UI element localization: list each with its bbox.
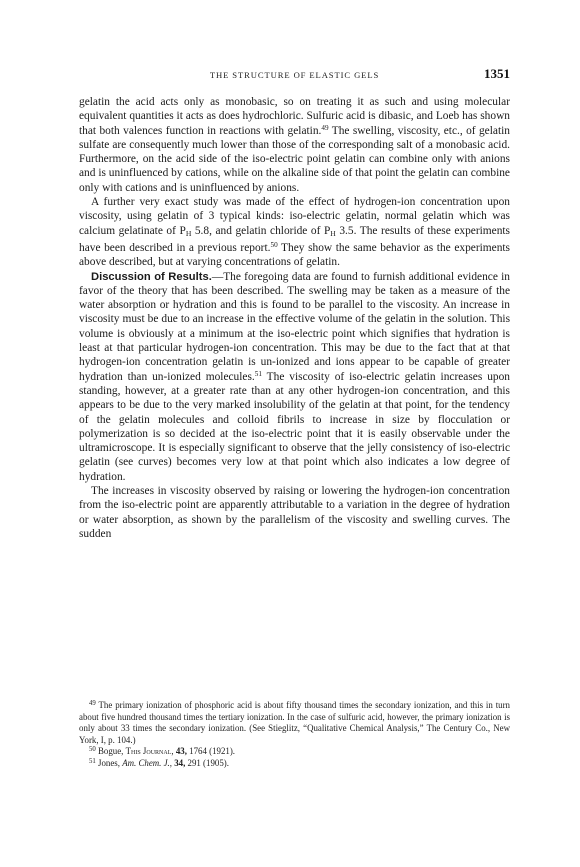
paragraph-2-text-a: A further very exact study was made of the effect of hydrogen-ion concentration upon viscosity, using gelatin of 3 typical kinds: iso-electric gelatin, normal gelatin which was calcium gelatinate of P: [79, 196, 510, 237]
running-head: [79, 68, 510, 84]
running-title: THE STRUCTURE OF ELASTIC GELS: [209, 70, 380, 80]
paragraph-1: [79, 95, 510, 195]
footnote-49-text: The primary ionization of phosphoric acid is about fifty thousand times the secondary ionization, and this in turn about five hundred thousand times the tertiary ionization. In the case of sulfuric acid, however, the primary ionization is only about 33 times the secondary ionization. (See Stieglitz, “Qualitative Chemical Analysis,” The Century Co., New York, I, p. 104.): [79, 700, 510, 745]
footnote-51-text-b: 291 (1905).: [185, 757, 229, 768]
paragraph-3-text-b: The viscosity of iso-electric gelatin increases upon standing, however, at a greater rate than at any other hydrogen-ion concentration, and this appears to be due to the very marked insolubility of the gelatin at that point, for the tendency of the gelatin molecules and colloid fibrils to increase in size by flocculation or polymerization is so decided at the iso-electric point that it is easily observable under the ultramicroscope. It is especially significant to observe that the jelly consistency of iso-electric gelatin (see curves) becomes very low at that point which also indicates a low degree of hydration.: [79, 370, 510, 483]
footnote-ref-50: 50: [270, 240, 278, 249]
paragraph-1-text-b: The swelling, viscosity, etc., of gelatin sulfate are consequently much lower than those of the corresponding salt of a monobasic acid. Furthermore, on the acid side of the iso-electric point gelatin can combine only with anions and is uninfluenced by cations, while on the alkaline side of that point the gelatin can combine only with cations and is uninfluenced by anions.: [79, 124, 510, 194]
subscript-h-1: H: [185, 228, 192, 238]
footnote-50-journal: This Journal,: [125, 746, 174, 756]
page-number: 1351: [484, 66, 510, 81]
paragraph-2-text-d: They show the same behavior as the experiments above described, but at varying concentrations of gelatin.: [79, 241, 510, 269]
footnote-ref-49: 49: [321, 123, 329, 132]
paragraph-2-text-b: 5.8, and gelatin chloride of P: [191, 224, 331, 237]
paragraph-4-text-a: The increases in viscosity observed by raising or lowering the hydrogen-ion concentration from the iso-electric point are apparently attributable to a variation in the degree of hydration or water absorption, as shown by the parallelism of the viscosity and swelling curves. The sudden: [79, 485, 510, 540]
section-heading: Discussion of Results.: [91, 270, 212, 283]
footnote-51-text-a: Jones,: [95, 757, 123, 768]
footnote-51: [79, 758, 510, 770]
body-text: [79, 95, 510, 541]
footnote-50-mark: 50: [89, 746, 96, 753]
paragraph-1-text-a: gelatin the acid acts only as monobasic, so on treating it as such and using molecular equivalent quantities it acts as does hydrochloric. Sulfuric acid is dibasic, and Loeb has shown that both valences function in reactions with gelatin.: [79, 96, 510, 137]
footnote-50-volume: 43,: [173, 746, 187, 756]
footnote-ref-51: 51: [254, 369, 262, 378]
paragraph-3: [79, 270, 510, 484]
paragraph-2: [79, 195, 510, 269]
footnotes: [79, 700, 510, 769]
paragraph-4: [79, 484, 510, 541]
footnote-50-text-b: 1764 (1921).: [186, 746, 235, 756]
paragraph-2-text-c: 3.5. The results of these experiments have been described in a previous report.: [79, 224, 510, 254]
footnote-50-text-a: Bogue,: [95, 746, 126, 756]
footnote-49-mark: 49: [89, 700, 96, 707]
paragraph-3-text-a: —The foregoing data are found to furnish additional evidence in favor of the theory that has been described. The swelling may be taken as a measure of the water absorption or hydration and this is found to be parallel to the viscosity. An increase in viscosity must be due to an increase in the effective volume of the gelatin in the solution. This volume is obviously at a minimum at the iso-electric point which signifies that hydration is least at that particular hydrogen-ion concentration. This may be due to the fact that at that hydrogen-ion concentration gelatin is un-ionized and ions appear to be capable of greater hydration than un-ionized molecules.: [79, 270, 510, 383]
footnote-51-volume: 34,: [171, 757, 186, 768]
footnote-49: [79, 700, 510, 746]
footnote-51-mark: 51: [89, 757, 96, 765]
subscript-h-2: H: [330, 228, 336, 238]
footnote-50: [79, 746, 510, 758]
footnote-51-journal: Am. Chem. J.,: [122, 757, 172, 768]
